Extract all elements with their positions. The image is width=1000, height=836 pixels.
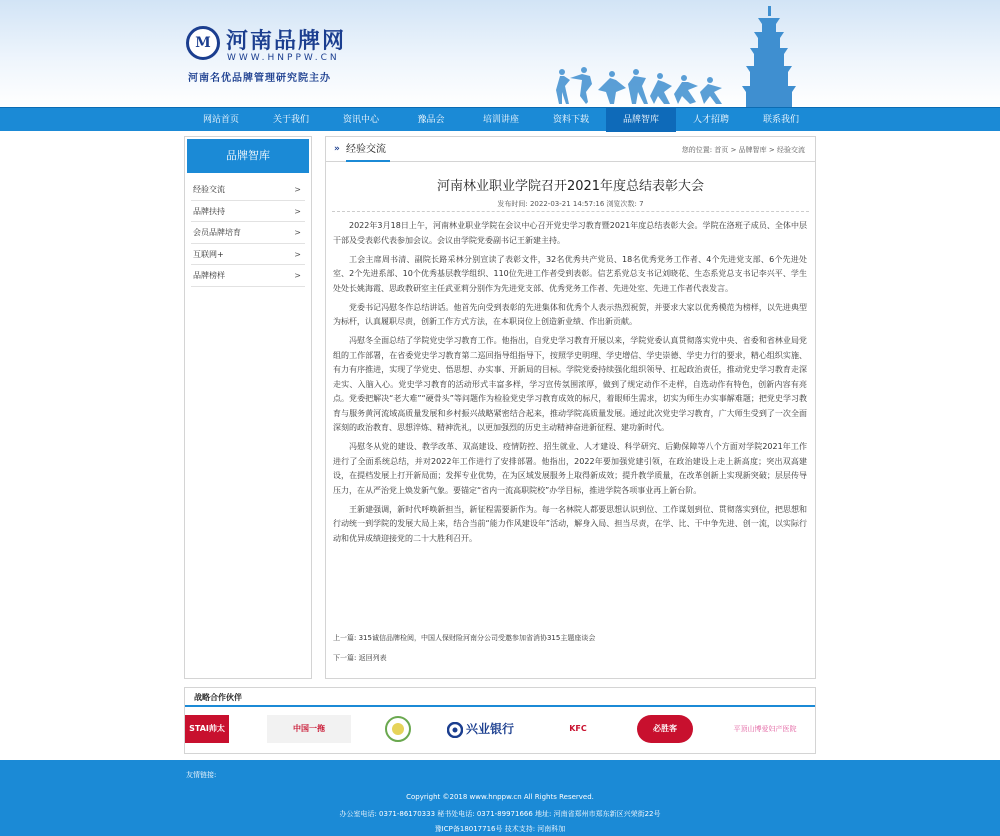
nav-item-home[interactable]: 网站首页 xyxy=(202,115,239,125)
site-header xyxy=(0,0,1000,107)
sidebar-item-label: 品牌扶持 xyxy=(193,206,225,216)
site-logo-text[interactable]: 河南品牌网 xyxy=(226,28,347,54)
sidebar-title: 品牌智库 xyxy=(187,139,309,173)
header-illustration xyxy=(550,0,810,107)
article-paragraph: 冯慰冬从党的建设、教学改革、双高建设、疫情防控、招生就业、人才建设、科学研究、后勤保障等八个方面对学院2021年工作进行了全面系统总结，并对2022年工作进行了安排部署。他指出，2022年要加强党建引领，在政治建设上走上新高度；突出双高建设，在提档发展上打开新局面；发挥专业优势，在为区域发展服务上取得新成效；提升教学质量，在改革创新上实现新突破；层层传导压力，在从严治党上焕发新气象。要锚定“省内一流高职院校”办学目标，推进学院各项事业再上新台阶。 xyxy=(333,442,807,495)
breadcrumb[interactable]: 您的位置: 首页 > 品牌智库 > 经验交流 xyxy=(681,146,805,154)
sidebar-item-experience[interactable] xyxy=(191,179,305,201)
bank-swirl-icon xyxy=(447,722,463,738)
footer-contact: 办公室电话: 0371-86170333 秘书处电话: 0371-89971666 地址: 河南省郑州市郑东新区兴荣街22号 xyxy=(339,810,661,818)
next-article xyxy=(333,653,807,663)
partner-logo-stai[interactable]: STAI帅太 xyxy=(185,715,229,743)
article-paragraph: 王新建强调，新时代呼唤新担当，新征程需要新作为。每一名林院人都要思想认识到位、工作谋划到位、贯彻落实到位，把思想和行动统一到学院的发展大局上来，结合当前“能力作风建设年”活动，解身入局、担当尽责，在学、比、干中争先进、创一流，以实际行动和优异成绩迎接党的二十大胜利召开。 xyxy=(333,504,807,543)
nav-item-contact[interactable]: 联系我们 xyxy=(762,115,799,125)
nav-item-about[interactable]: 关于我们 xyxy=(272,115,309,125)
site-url: WWW.HNPPW.CN xyxy=(227,53,340,63)
article-paragraph: 2022年3月18日上午，河南林业职业学院在会议中心召开党史学习教育暨2021年度总结表彰大会。学院在洛班子成员、全体中层干部及受表彰代表参加会议。会议由学院党委副书记王新建主持。 xyxy=(333,221,807,245)
partner-logo-yto[interactable]: 中国一拖 xyxy=(267,715,351,743)
partner-logo-pizzahut[interactable]: 必胜客 xyxy=(637,715,693,743)
sidebar-item-label: 品牌榜样 xyxy=(193,271,225,280)
double-chevron-right-icon: » xyxy=(334,144,340,154)
nav-item-training[interactable]: 培训讲座 xyxy=(482,115,519,125)
sidebar-item-brand-models[interactable] xyxy=(191,265,305,287)
partners-title: 战略合作伙伴 xyxy=(194,693,242,702)
partner-logo-kfc[interactable]: KFC xyxy=(569,724,587,733)
prev-article-link[interactable]: 315诚信品牌检阅，中国人保财险河南分公司受邀参加省消协315主题座谈会 xyxy=(358,634,596,642)
site-footer xyxy=(0,760,1000,836)
prev-label: 上一篇: xyxy=(333,634,359,642)
main-content xyxy=(325,136,816,679)
partner-logo-cib[interactable] xyxy=(447,715,535,743)
article-body xyxy=(333,219,807,551)
nav-item-expo[interactable]: 豫品会 xyxy=(417,115,445,125)
green-emblem-icon xyxy=(378,715,418,743)
partners-section xyxy=(184,687,816,754)
section-header xyxy=(326,137,815,162)
partner-logos-row xyxy=(185,715,815,745)
nav-item-jobs[interactable]: 人才招聘 xyxy=(692,115,729,125)
nav-item-news[interactable]: 资讯中心 xyxy=(342,115,379,125)
sidebar xyxy=(184,136,312,679)
site-slogan: 河南名优品牌管理研究院主办 xyxy=(188,73,331,84)
nav-item-brand-thinktank[interactable]: 品牌智库 xyxy=(606,108,676,132)
sidebar-item-label: 互联网+ xyxy=(193,249,224,259)
prev-article xyxy=(333,633,807,643)
friendly-links-label: 友情链接: xyxy=(186,771,217,779)
partner-logo-text: 兴业银行 xyxy=(466,722,515,736)
section-title: 经验交流 xyxy=(346,137,390,162)
back-to-list-link[interactable]: 返回列表 xyxy=(358,654,387,662)
article-paragraph: 党委书记冯慰冬作总结讲话。他首先向受到表彰的先进集体和优秀个人表示热烈祝贺，并要求大家以优秀模范为榜样，以先进典型为标杆，认真履职尽责，创新工作方式方法，在本职岗位上创造新业绩、作出新贡献。 xyxy=(333,302,807,326)
partner-logo-hospital[interactable]: 平顶山博爱妇产医院 xyxy=(733,725,797,733)
next-label: 下一篇: xyxy=(333,654,359,662)
footer-icp[interactable]: 豫ICP备18017716号 技术支持: 河南科加 xyxy=(434,825,566,833)
sidebar-item-support[interactable] xyxy=(191,201,305,223)
main-nav xyxy=(0,107,1000,131)
chevron-right-icon: > xyxy=(294,249,301,259)
pagoda-tower-icon xyxy=(742,6,796,107)
partner-logo-green-circle[interactable] xyxy=(378,715,418,743)
article-title: 河南林业职业学院召开2021年度总结表彰大会 xyxy=(436,179,705,194)
article-meta: 发布时间: 2022-03-21 14:57:16 浏览次数: 7 xyxy=(497,200,644,208)
divider xyxy=(332,211,809,212)
partners-header xyxy=(185,688,815,707)
sidebar-item-internet-plus[interactable] xyxy=(191,244,305,266)
footer-copyright: Copyright ©2018 www.hnppw.cn All Rights Reserved. xyxy=(406,793,594,801)
chevron-right-icon: > xyxy=(294,271,301,280)
chevron-right-icon: > xyxy=(294,206,301,216)
article-paragraph: 冯慰冬全面总结了学院党史学习教育工作。他指出，自党史学习教育开展以来，学院党委认真贯彻落实党中央、省委和省林业局党组的工作部署，在省委党史学习教育第二巡回指导组指导下，按照学史明理、学史增信、学史崇德、学史力行的要求，精心组织实施、有力有序推进，实现了学党史、悟思想、办实事、开新局的目标。学院党委持续强化组织领导、扛起政治责任，推动党史学习教育走深走实、入脑入心。党史学习教育的活动形式丰富多样，学习宣传氛围浓厚，做到了规定动作不走样，自选动作有特色，创新内容有亮点。党委把解决“老大难”“硬骨头”等问题作为检验党史学习教育成效的标尺，着眼师生需求，切实为师生办实事解难题；把党史学习教育与服务黄河流域高质量发展和乡村振兴战略紧密结合起来，推动学院高质量发展。通过此次党史学习教育，广大师生受到了一次全面深刻的政治教育、思想淬炼、精神洗礼，以更加强烈的历史主动精神奋进新征程、建功新时代。 xyxy=(333,336,807,432)
article-paragraph: 工会主席周书清、副院长路采林分别宣读了表彰文件，32名优秀共产党员、18名优秀党务工作者、4个先进党支部、6个先进处室、2个先进系部、10个优秀基层教学组织、110位先进工作者受到表彰。信艺系党总支书记刘晓花、生态系党总支书记李兴平、学生处处长姚海霞、思政教研室主任武亚莉分别作为先进党支部、优秀党务工作者、先进处室、先进工作者代表发言。 xyxy=(333,254,807,293)
chevron-right-icon: > xyxy=(294,228,301,237)
sidebar-item-member-cultivation[interactable] xyxy=(191,222,305,244)
logo-emblem[interactable]: M xyxy=(186,26,220,60)
sidebar-item-label: 会员品牌培育 xyxy=(193,228,241,237)
martial-arts-figures-icon xyxy=(556,67,722,104)
nav-item-downloads[interactable]: 资料下载 xyxy=(552,115,589,125)
sidebar-item-label: 经验交流 xyxy=(193,185,225,194)
chevron-right-icon: > xyxy=(294,185,301,194)
